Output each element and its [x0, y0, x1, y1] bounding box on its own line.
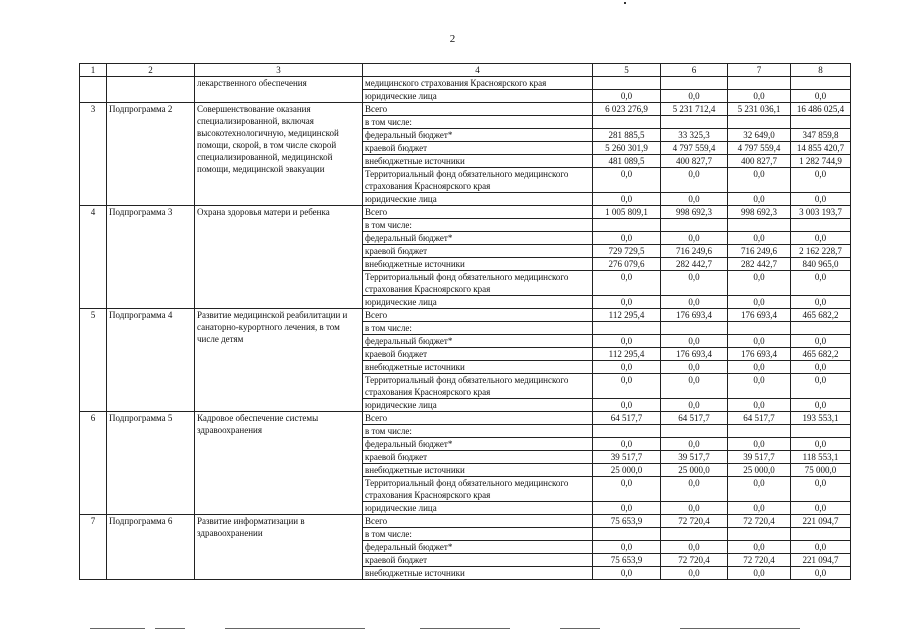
- subprogram-cell: Подпрограмма 6: [107, 515, 195, 580]
- footer-rule: [680, 628, 800, 629]
- amount-cell: 0,0: [791, 374, 851, 399]
- funding-source-cell: федеральный бюджет*: [363, 335, 593, 348]
- funding-source-cell: в том числе:: [363, 219, 593, 232]
- amount-cell: 276 079,6: [593, 258, 661, 271]
- amount-cell: 0,0: [661, 502, 728, 515]
- amount-cell: 0,0: [728, 232, 791, 245]
- amount-cell: 32 649,0: [728, 129, 791, 142]
- header-cell: 5: [593, 64, 661, 77]
- amount-cell: 0,0: [728, 399, 791, 412]
- subprogram-name-cell: Охрана здоровья матери и ребенка: [195, 206, 363, 309]
- amount-cell: 64 517,7: [593, 412, 661, 425]
- row-number-cell: 7: [80, 515, 107, 580]
- table-row: [80, 206, 851, 219]
- amount-cell: 0,0: [791, 296, 851, 309]
- amount-cell: [728, 77, 791, 90]
- table-row: [80, 77, 851, 90]
- amount-cell: [791, 116, 851, 129]
- amount-cell: 0,0: [593, 296, 661, 309]
- amount-cell: 282 442,7: [728, 258, 791, 271]
- funding-source-cell: внебюджетные источники: [363, 258, 593, 271]
- table-row: [80, 412, 851, 425]
- amount-cell: [728, 425, 791, 438]
- amount-cell: 33 325,3: [661, 129, 728, 142]
- subprogram-cell: Подпрограмма 5: [107, 412, 195, 515]
- amount-cell: 5 231 036,1: [728, 103, 791, 116]
- funding-source-cell: Территориальный фонд обязательного медицинского страхования Красноярского края: [363, 271, 593, 296]
- footer-rule: [155, 628, 185, 629]
- amount-cell: 0,0: [593, 271, 661, 296]
- amount-cell: 176 693,4: [728, 348, 791, 361]
- amount-cell: 0,0: [593, 567, 661, 580]
- funding-source-cell: внебюджетные источники: [363, 567, 593, 580]
- amount-cell: 0,0: [728, 271, 791, 296]
- amount-cell: 72 720,4: [728, 515, 791, 528]
- amount-cell: 0,0: [728, 90, 791, 103]
- amount-cell: 4 797 559,4: [728, 142, 791, 155]
- amount-cell: 0,0: [661, 232, 728, 245]
- row-number-cell: 5: [80, 309, 107, 412]
- amount-cell: 1 282 744,9: [791, 155, 851, 168]
- amount-cell: 481 089,5: [593, 155, 661, 168]
- amount-cell: 176 693,4: [661, 348, 728, 361]
- amount-cell: 465 682,2: [791, 348, 851, 361]
- amount-cell: 465 682,2: [791, 309, 851, 322]
- amount-cell: 72 720,4: [661, 515, 728, 528]
- funding-source-cell: краевой бюджет: [363, 554, 593, 567]
- amount-cell: 6 023 276,9: [593, 103, 661, 116]
- amount-cell: 64 517,7: [728, 412, 791, 425]
- subprogram-cell: Подпрограмма 2: [107, 103, 195, 206]
- amount-cell: 840 965,0: [791, 258, 851, 271]
- amount-cell: 0,0: [728, 567, 791, 580]
- amount-cell: [791, 425, 851, 438]
- amount-cell: 281 885,5: [593, 129, 661, 142]
- funding-source-cell: внебюджетные источники: [363, 464, 593, 477]
- amount-cell: 716 249,6: [661, 245, 728, 258]
- amount-cell: 3 003 193,7: [791, 206, 851, 219]
- amount-cell: [661, 219, 728, 232]
- amount-cell: [661, 528, 728, 541]
- amount-cell: 25 000,0: [593, 464, 661, 477]
- footer-rule: [560, 628, 600, 629]
- amount-cell: 0,0: [728, 168, 791, 193]
- amount-cell: 0,0: [661, 193, 728, 206]
- amount-cell: 0,0: [791, 399, 851, 412]
- amount-cell: 176 693,4: [661, 309, 728, 322]
- amount-cell: [728, 219, 791, 232]
- subprogram-cell: Подпрограмма 3: [107, 206, 195, 309]
- row-number-cell: 3: [80, 103, 107, 206]
- funding-source-cell: юридические лица: [363, 502, 593, 515]
- amount-cell: 0,0: [593, 399, 661, 412]
- amount-cell: [593, 528, 661, 541]
- funding-source-cell: в том числе:: [363, 322, 593, 335]
- footer-rule: [420, 628, 510, 629]
- amount-cell: 0,0: [791, 335, 851, 348]
- amount-cell: 5 231 712,4: [661, 103, 728, 116]
- header-cell: 4: [363, 64, 593, 77]
- amount-cell: 0,0: [791, 361, 851, 374]
- row-number-cell: 6: [80, 412, 107, 515]
- funding-source-cell: краевой бюджет: [363, 451, 593, 464]
- amount-cell: [593, 77, 661, 90]
- funding-source-cell: Всего: [363, 309, 593, 322]
- amount-cell: 0,0: [791, 502, 851, 515]
- amount-cell: 998 692,3: [661, 206, 728, 219]
- amount-cell: 39 517,7: [593, 451, 661, 464]
- header-row: [80, 64, 851, 77]
- table-row: [80, 103, 851, 116]
- amount-cell: [791, 219, 851, 232]
- amount-cell: 0,0: [661, 90, 728, 103]
- amount-cell: [593, 322, 661, 335]
- row-number-cell: 4: [80, 206, 107, 309]
- amount-cell: 25 000,0: [661, 464, 728, 477]
- amount-cell: 75 653,9: [593, 554, 661, 567]
- amount-cell: 118 553,1: [791, 451, 851, 464]
- amount-cell: 1 005 809,1: [593, 206, 661, 219]
- amount-cell: 0,0: [728, 193, 791, 206]
- amount-cell: 221 094,7: [791, 515, 851, 528]
- funding-source-cell: внебюджетные источники: [363, 155, 593, 168]
- amount-cell: [791, 322, 851, 335]
- amount-cell: 0,0: [661, 374, 728, 399]
- header-cell: 2: [107, 64, 195, 77]
- amount-cell: 25 000,0: [728, 464, 791, 477]
- amount-cell: 0,0: [593, 361, 661, 374]
- amount-cell: 176 693,4: [728, 309, 791, 322]
- funding-source-cell: Территориальный фонд обязательного медицинского страхования Красноярского края: [363, 477, 593, 502]
- funding-source-cell: Всего: [363, 103, 593, 116]
- amount-cell: 0,0: [791, 477, 851, 502]
- amount-cell: [728, 116, 791, 129]
- funding-source-cell: федеральный бюджет*: [363, 232, 593, 245]
- amount-cell: [661, 425, 728, 438]
- amount-cell: 112 295,4: [593, 348, 661, 361]
- amount-cell: [791, 77, 851, 90]
- amount-cell: 0,0: [728, 438, 791, 451]
- amount-cell: 0,0: [593, 374, 661, 399]
- funding-source-cell: юридические лица: [363, 90, 593, 103]
- amount-cell: 347 859,8: [791, 129, 851, 142]
- amount-cell: 0,0: [728, 477, 791, 502]
- amount-cell: [593, 219, 661, 232]
- amount-cell: 39 517,7: [661, 451, 728, 464]
- subprogram-name-cell: Развитие информатизации в здравоохранении: [195, 515, 363, 580]
- funding-source-cell: юридические лица: [363, 399, 593, 412]
- amount-cell: 0,0: [661, 567, 728, 580]
- amount-cell: 282 442,7: [661, 258, 728, 271]
- funding-source-cell: юридические лица: [363, 296, 593, 309]
- funding-source-cell: в том числе:: [363, 425, 593, 438]
- amount-cell: 0,0: [661, 296, 728, 309]
- amount-cell: 400 827,7: [661, 155, 728, 168]
- amount-cell: 4 797 559,4: [661, 142, 728, 155]
- funding-source-cell: в том числе:: [363, 116, 593, 129]
- amount-cell: 5 260 301,9: [593, 142, 661, 155]
- amount-cell: 193 553,1: [791, 412, 851, 425]
- amount-cell: 0,0: [791, 567, 851, 580]
- funding-source-cell: Всего: [363, 206, 593, 219]
- amount-cell: 729 729,5: [593, 245, 661, 258]
- amount-cell: 0,0: [728, 374, 791, 399]
- subprogram-cell: [107, 77, 195, 103]
- amount-cell: 75 000,0: [791, 464, 851, 477]
- table-row: [80, 309, 851, 322]
- amount-cell: 0,0: [728, 335, 791, 348]
- amount-cell: [661, 116, 728, 129]
- amount-cell: 0,0: [593, 541, 661, 554]
- amount-cell: 0,0: [661, 477, 728, 502]
- amount-cell: [661, 322, 728, 335]
- header-cell: 8: [791, 64, 851, 77]
- header-cell: 1: [80, 64, 107, 77]
- page-number: 2: [449, 33, 456, 45]
- amount-cell: 72 720,4: [661, 554, 728, 567]
- funding-source-cell: медицинского страхования Красноярского края: [363, 77, 593, 90]
- table-row: [80, 515, 851, 528]
- funding-source-cell: Территориальный фонд обязательного медицинского страхования Красноярского края: [363, 374, 593, 399]
- funding-source-cell: Всего: [363, 515, 593, 528]
- funding-source-cell: краевой бюджет: [363, 142, 593, 155]
- amount-cell: 0,0: [593, 168, 661, 193]
- amount-cell: 16 486 025,4: [791, 103, 851, 116]
- amount-cell: 0,0: [593, 232, 661, 245]
- amount-cell: 998 692,3: [728, 206, 791, 219]
- amount-cell: 2 162 228,7: [791, 245, 851, 258]
- funding-source-cell: краевой бюджет: [363, 348, 593, 361]
- amount-cell: 0,0: [791, 438, 851, 451]
- amount-cell: 0,0: [791, 232, 851, 245]
- amount-cell: 64 517,7: [661, 412, 728, 425]
- amount-cell: 0,0: [728, 541, 791, 554]
- amount-cell: 0,0: [593, 477, 661, 502]
- amount-cell: 0,0: [791, 168, 851, 193]
- amount-cell: [593, 116, 661, 129]
- amount-cell: [728, 322, 791, 335]
- footer-rule: [90, 628, 145, 629]
- amount-cell: 0,0: [661, 438, 728, 451]
- scan-speck: [624, 2, 626, 4]
- amount-cell: [791, 528, 851, 541]
- funding-source-cell: в том числе:: [363, 528, 593, 541]
- funding-source-cell: юридические лица: [363, 193, 593, 206]
- amount-cell: 75 653,9: [593, 515, 661, 528]
- funding-source-cell: федеральный бюджет*: [363, 541, 593, 554]
- header-cell: 7: [728, 64, 791, 77]
- subprogram-name-cell: лекарственного обеспечения: [195, 77, 363, 103]
- amount-cell: [728, 528, 791, 541]
- amount-cell: 0,0: [728, 361, 791, 374]
- amount-cell: 0,0: [661, 361, 728, 374]
- amount-cell: 0,0: [593, 335, 661, 348]
- amount-cell: 221 094,7: [791, 554, 851, 567]
- footer-rule: [225, 628, 365, 629]
- funding-source-cell: федеральный бюджет*: [363, 129, 593, 142]
- funding-source-cell: Всего: [363, 412, 593, 425]
- amount-cell: 0,0: [593, 90, 661, 103]
- amount-cell: 716 249,6: [728, 245, 791, 258]
- header-cell: 3: [195, 64, 363, 77]
- amount-cell: 0,0: [661, 168, 728, 193]
- funding-source-cell: краевой бюджет: [363, 245, 593, 258]
- amount-cell: 0,0: [661, 399, 728, 412]
- amount-cell: 0,0: [791, 90, 851, 103]
- amount-cell: 39 517,7: [728, 451, 791, 464]
- amount-cell: 0,0: [593, 502, 661, 515]
- subprogram-cell: Подпрограмма 4: [107, 309, 195, 412]
- amount-cell: 0,0: [593, 193, 661, 206]
- amount-cell: 0,0: [728, 296, 791, 309]
- subprogram-name-cell: Кадровое обеспечение системы здравоохранения: [195, 412, 363, 515]
- amount-cell: [661, 77, 728, 90]
- amount-cell: 0,0: [791, 271, 851, 296]
- amount-cell: 14 855 420,7: [791, 142, 851, 155]
- amount-cell: 0,0: [791, 541, 851, 554]
- amount-cell: 72 720,4: [728, 554, 791, 567]
- amount-cell: 0,0: [791, 193, 851, 206]
- amount-cell: 0,0: [661, 335, 728, 348]
- header-cell: 6: [661, 64, 728, 77]
- amount-cell: 112 295,4: [593, 309, 661, 322]
- funding-source-cell: федеральный бюджет*: [363, 438, 593, 451]
- amount-cell: [593, 425, 661, 438]
- row-number-cell: [80, 77, 107, 103]
- amount-cell: 0,0: [593, 438, 661, 451]
- amount-cell: 400 827,7: [728, 155, 791, 168]
- amount-cell: 0,0: [661, 541, 728, 554]
- funding-source-cell: внебюджетные источники: [363, 361, 593, 374]
- subprogram-name-cell: Совершенствование оказания специализированной, включая высокотехнологичную, медицинской помощи, скорой, в том числе скорой специализированной, медицинской помощи, медицинской эвакуации: [195, 103, 363, 206]
- funding-source-cell: Территориальный фонд обязательного медицинского страхования Красноярского края: [363, 168, 593, 193]
- amount-cell: 0,0: [661, 271, 728, 296]
- amount-cell: 0,0: [728, 502, 791, 515]
- funding-table: [79, 63, 851, 580]
- subprogram-name-cell: Развитие медицинской реабилитации и санаторно-курортного лечения, в том числе детям: [195, 309, 363, 412]
